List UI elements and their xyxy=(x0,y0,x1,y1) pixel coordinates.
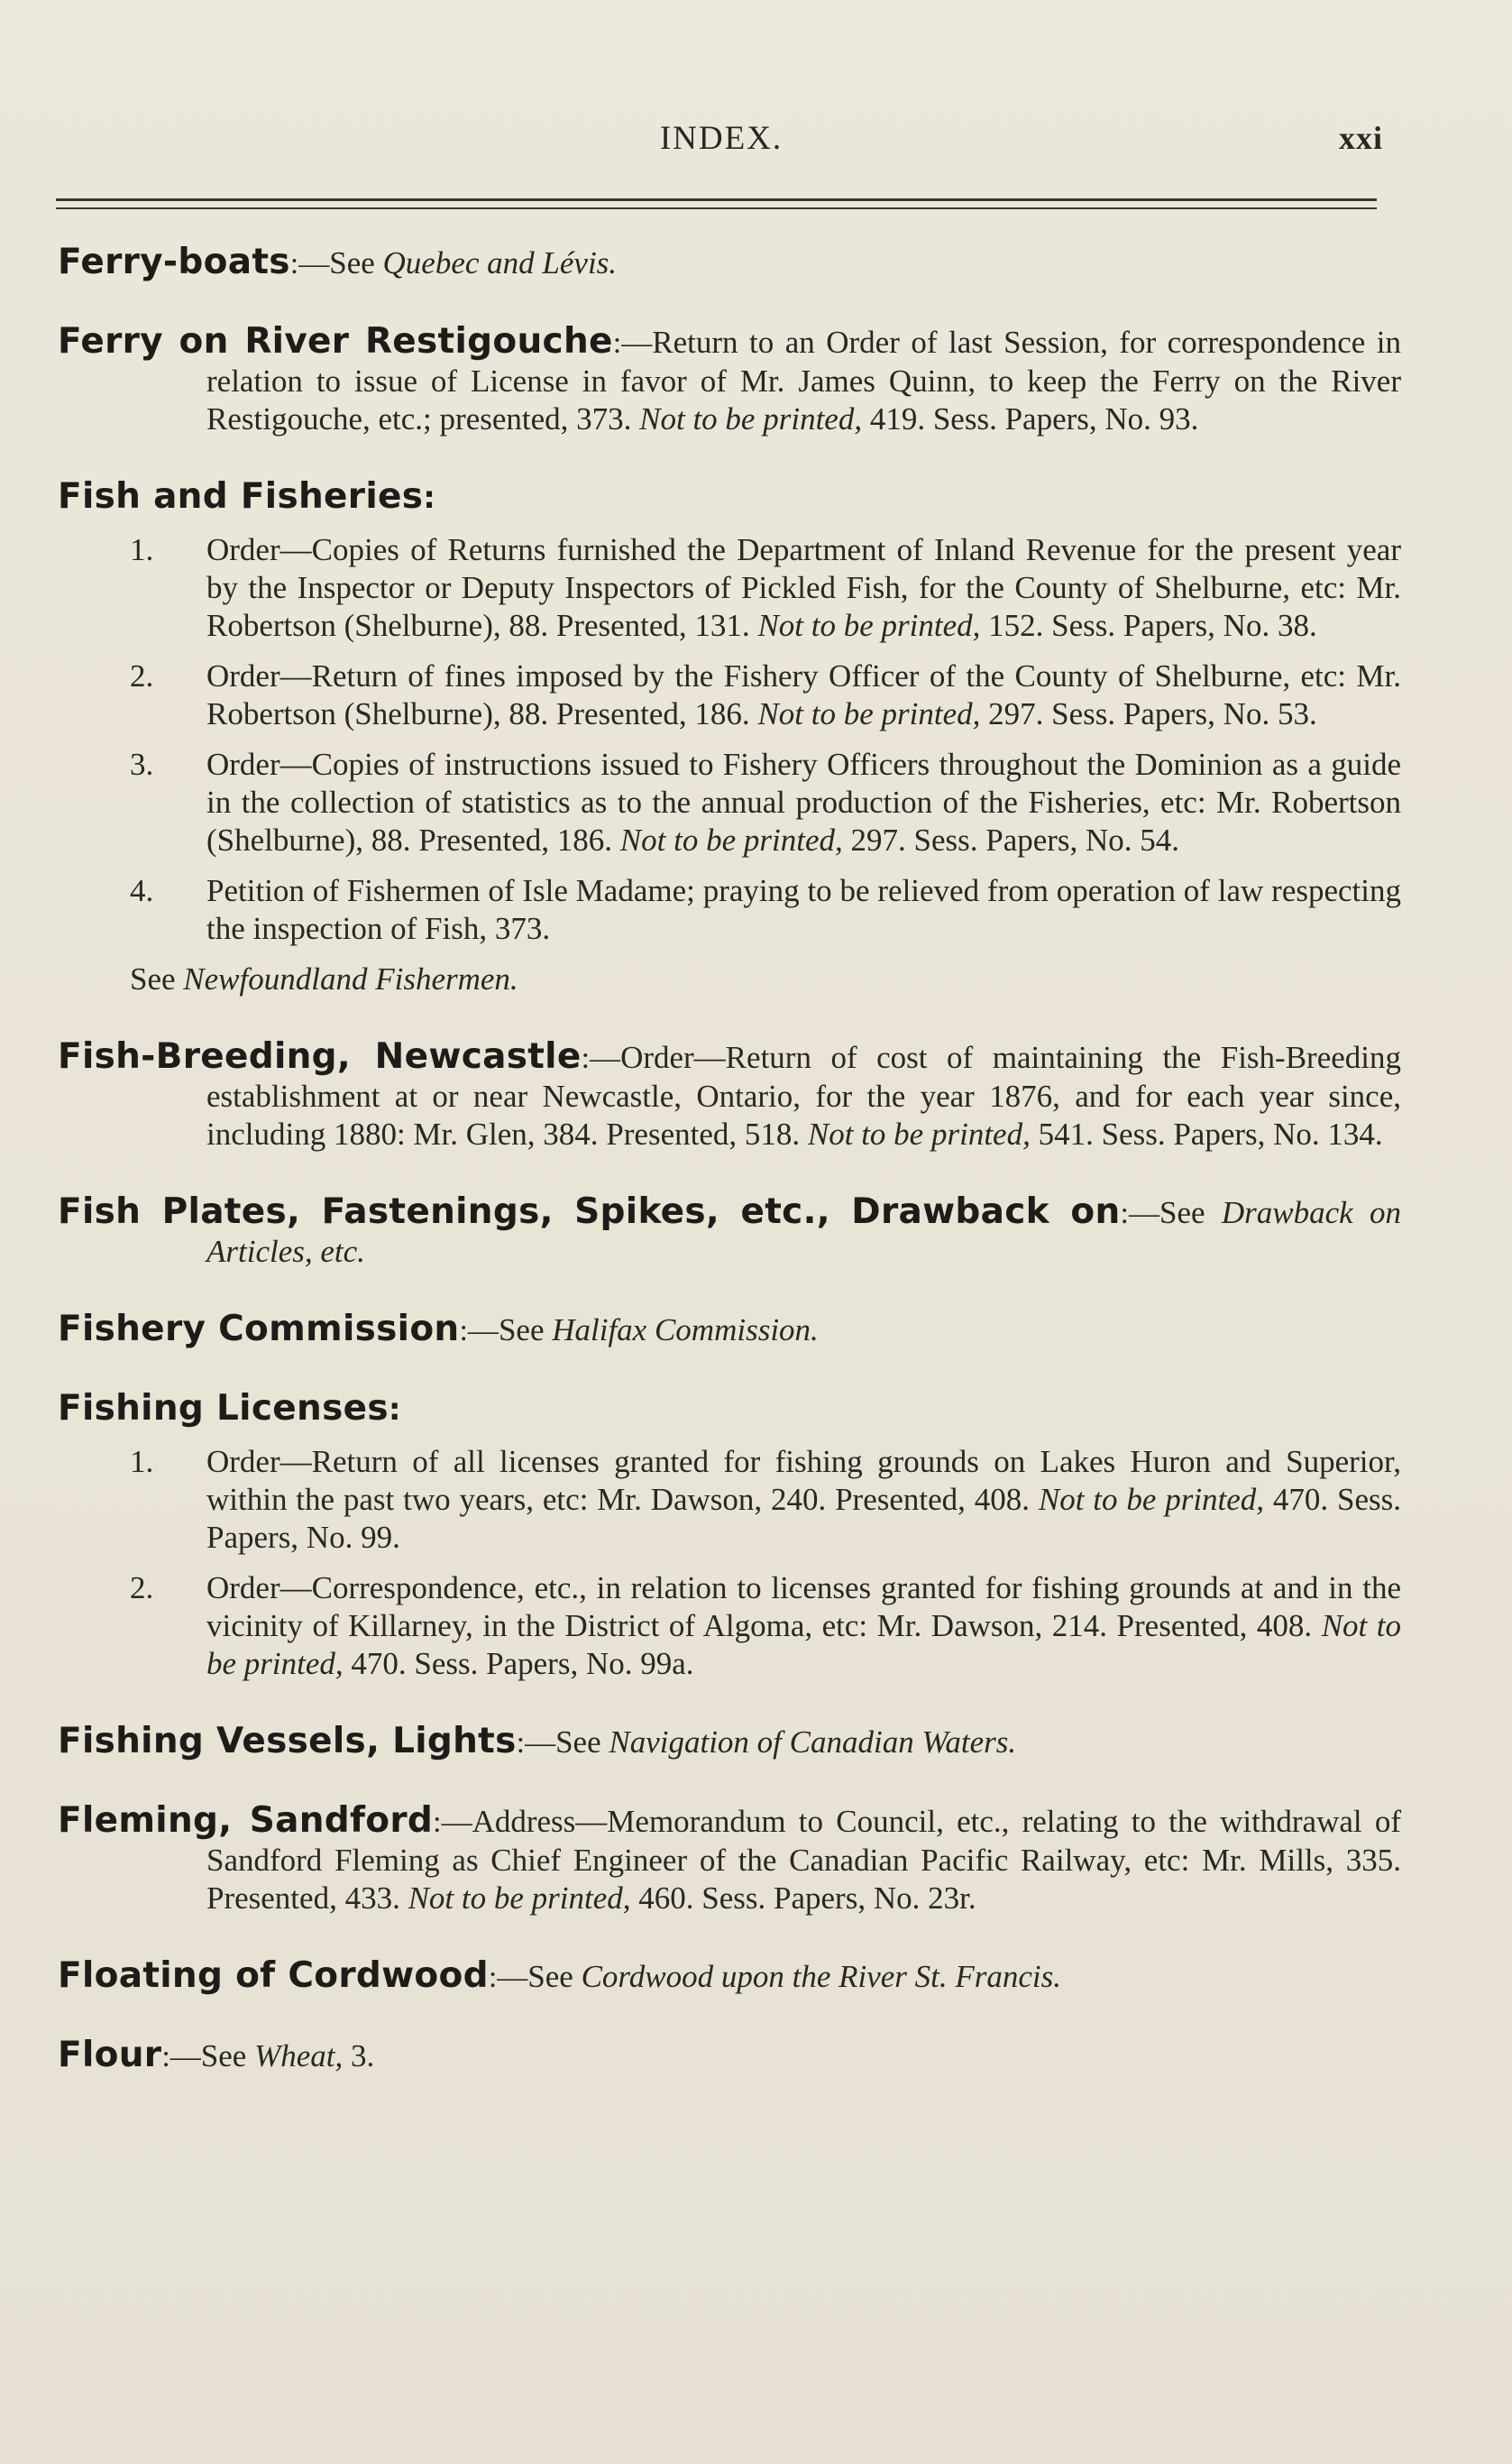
entry-cross-reference: Navigation of Canadian Waters. xyxy=(609,1724,1017,1760)
entry-heading: Ferry on River Restigouche xyxy=(58,321,613,362)
see-cross-reference: Newfoundland Fishermen. xyxy=(183,961,518,997)
entry-separator: :— xyxy=(1120,1197,1159,1230)
entry-separator: : xyxy=(423,480,436,516)
entry-heading: Fishery Commission xyxy=(58,1309,460,1349)
entry-body: Return to an Order of last Session, for correspondence in relation to issue of License in favor of Mr. James Quinn, to keep the Ferry on the River Restigouche, etc.; presented, 373. xyxy=(206,325,1401,437)
entry-heading: Fish-Breeding, Newcastle xyxy=(58,1036,582,1077)
item-note: Not to be printed, xyxy=(206,1608,1402,1681)
index-entry-fleming-sandford xyxy=(58,1802,1401,1917)
item-note: Not to be printed, xyxy=(619,823,843,858)
item-note: Not to be printed, xyxy=(757,696,981,731)
item-tail: 297. Sess. Papers, No. 54. xyxy=(842,823,1180,858)
index-entry-fish-breeding xyxy=(58,1038,1401,1154)
index-entry-fish-plates xyxy=(58,1193,1401,1271)
entry-separator: :— xyxy=(612,326,653,360)
index-entry-floating-cordwood xyxy=(58,1957,1401,1997)
item-body: Order—Copies of Returns furnished the Department of Inland Revenue for the present year by the Inspector or Deputy Inspectors of Pickled Fish, for the County of Shelburne, etc: Mr. Robertson (Shelburne), 88. Presented, 131. xyxy=(206,532,1401,643)
index-content xyxy=(58,244,1401,2116)
entry-cross-reference: Quebec and Lévis. xyxy=(382,245,618,280)
item-number: 3. xyxy=(130,747,154,782)
list-item xyxy=(58,531,1401,645)
page-number: xxi xyxy=(1339,120,1384,156)
entry-tail: 419. Sess. Papers, No. 93. xyxy=(862,401,1199,437)
item-note: Not to be printed, xyxy=(1038,1482,1265,1517)
header-rule-thin xyxy=(56,207,1377,209)
item-body: Petition of Fishermen of Isle Madame; praying to be relieved from operation of law respecting the inspection of Fish, 373. xyxy=(206,873,1401,946)
entry-body: See xyxy=(329,245,383,280)
index-entry-fish-and-fisheries xyxy=(58,478,1401,998)
entry-tail: 541. Sess. Papers, No. 134. xyxy=(1030,1117,1383,1152)
entry-heading: Flour xyxy=(58,2035,162,2075)
entry-heading: Ferry-boats xyxy=(58,242,290,282)
list-item xyxy=(58,746,1401,860)
entry-separator: :— xyxy=(488,1961,528,1994)
index-entry-fishing-licenses xyxy=(58,1390,1401,1683)
item-number: 1. xyxy=(130,1444,154,1479)
index-entry-flour xyxy=(58,2036,1401,2076)
entry-heading: Fishing Vessels, Lights xyxy=(58,1721,517,1761)
item-number: 4. xyxy=(130,873,154,908)
entry-body: Address—Memorandum to Council, etc., relating to the withdrawal of Sandford Fleming as Chief Engineer of the Canadian Pacific Railway, etc: Mr. Mills, 335. Presented, 433. xyxy=(206,1804,1401,1916)
header-rule-thick xyxy=(56,198,1377,201)
list-item xyxy=(58,1569,1401,1683)
entry-cross-reference: Halifax Commission. xyxy=(552,1312,819,1347)
index-entry-ferry-restigouche xyxy=(58,323,1401,438)
running-title: INDEX. xyxy=(659,120,783,157)
item-body: Order—Copies of instructions issued to Fishery Officers throughout the Dominion as a guide in the collection of statistics as to the annual production of the Fisheries, etc: Mr. Robertson (Shelburne), 88. Presented, 186. xyxy=(206,747,1401,858)
item-body: Order—Correspondence, etc., in relation to licenses granted for fishing grounds at and in the vicinity of Killarney, in the District of Algoma, etc: Mr. Dawson, 214. Presented, 408. xyxy=(206,1570,1401,1643)
entry-separator: :— xyxy=(581,1042,621,1075)
index-entry-fishery-commission xyxy=(58,1310,1401,1350)
list-item xyxy=(58,872,1401,948)
entry-cross-reference: Cordwood upon the River St. Francis. xyxy=(581,1959,1061,1994)
entry-heading: Floating of Cordwood xyxy=(58,1955,489,1996)
list-item xyxy=(58,1443,1401,1557)
entry-body: See xyxy=(200,2038,255,2073)
entry-heading: Fish and Fisheries xyxy=(58,476,424,517)
entry-separator: :— xyxy=(289,247,330,280)
entry-tail: 460. Sess. Papers, No. 23r. xyxy=(630,1880,976,1916)
entry-note: Not to be printed, xyxy=(807,1117,1031,1152)
entry-heading: Fishing Licenses xyxy=(58,1388,389,1429)
item-tail: 470. Sess. Papers, No. 99. xyxy=(206,1482,1401,1555)
entry-separator: :— xyxy=(459,1314,499,1347)
entry-heading: Fish Plates, Fastenings, Spikes, etc., Drawback on xyxy=(58,1191,1121,1232)
item-tail: 297. Sess. Papers, No. 53. xyxy=(980,696,1317,731)
item-tail: 470. Sess. Papers, No. 99a. xyxy=(343,1646,694,1681)
entry-separator: :— xyxy=(516,1726,556,1760)
item-number: 2. xyxy=(130,1570,154,1605)
entry-cross-reference: Drawback on Articles, etc. xyxy=(206,1195,1401,1269)
item-number: 2. xyxy=(130,658,154,694)
see-also xyxy=(58,961,1401,998)
entry-cross-reference: Wheat, xyxy=(254,2038,344,2073)
index-entry-ferry-boats xyxy=(58,244,1401,283)
entry-heading: Fleming, Sandford xyxy=(58,1800,434,1841)
item-number: 1. xyxy=(130,532,154,567)
entry-separator: :— xyxy=(161,2040,201,2073)
entry-note: Not to be printed, xyxy=(408,1880,631,1916)
entry-separator: : xyxy=(388,1392,401,1428)
entry-body: See xyxy=(498,1312,553,1347)
page-header xyxy=(0,119,1512,164)
entry-body: Order—Return of cost of maintaining the Fish-Breeding establishment at or near Newcastle, Ontario, for the year 1876, and for each year since, including 1880: Mr. Glen, 384. Presented, 518. xyxy=(206,1040,1402,1152)
item-body: Order—Return of fines imposed by the Fishery Officer of the County of Shelburne, etc: Mr. Robertson (Shelburne), 88. Presented, 186. xyxy=(206,658,1401,731)
item-body: Order—Return of all licenses granted for fishing grounds on Lakes Huron and Superior, within the past two years, etc: Mr. Dawson, 240. Presented, 408. xyxy=(206,1444,1401,1517)
entry-note: Not to be printed, xyxy=(639,401,863,437)
entry-body: See xyxy=(527,1959,582,1994)
index-entry-fishing-vessels xyxy=(58,1723,1401,1762)
list-item xyxy=(58,657,1401,733)
entry-body: See xyxy=(1159,1195,1222,1230)
see-label: See xyxy=(130,961,184,997)
entry-tail: 3. xyxy=(343,2038,375,2073)
entry-body: See xyxy=(555,1724,609,1760)
item-note: Not to be printed, xyxy=(757,608,981,643)
entry-separator: :— xyxy=(433,1806,472,1839)
item-tail: 152. Sess. Papers, No. 38. xyxy=(980,608,1317,643)
